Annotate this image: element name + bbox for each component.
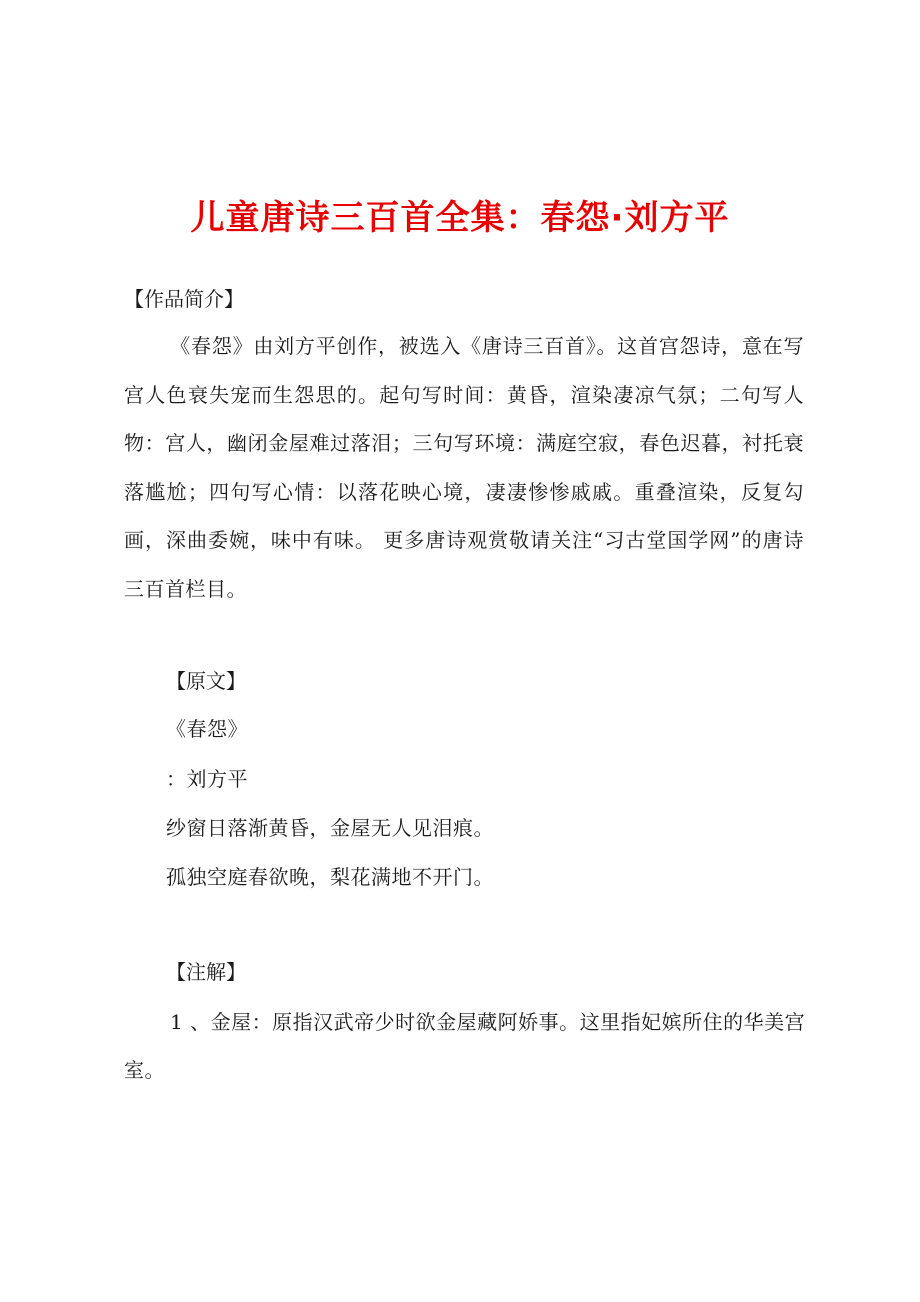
notes-heading: 【注解】 — [166, 960, 246, 984]
poem-line-1: 纱窗日落渐黄昏，金屋无人见泪痕。 — [166, 816, 494, 840]
poem-line-2: 孤独空庭春欲晚，梨花满地不开门。 — [166, 865, 494, 889]
poem-title: 《春怨》 — [166, 717, 248, 741]
note-text: 1 、金屋：原指汉武帝少时欲金屋藏阿娇事。这里指妃嫔所住的华美宫室。 — [124, 1010, 806, 1082]
note-item-1 — [124, 998, 814, 1094]
intro-heading: 【作品简介】 — [124, 287, 244, 311]
original-heading: 【原文】 — [166, 669, 246, 693]
poem-author: ：刘方平 — [166, 767, 248, 791]
intro-body: 《春怨》由刘方平创作，被选入《唐诗三百首》。这首宫怨诗，意在写宫人色衰失宠而生怨思的。起句写时间：黄昏，渲染凄凉气氛；二句写人物：宫人，幽闭金屋难过落泪；三句写环境：满庭空寂，春色迟暮，衬托衰落尴尬；四句写心情：以落花映心境，凄凄惨惨戚戚。重叠渲染，反复勾画，深曲委婉，味中有味。 更多唐诗观赏敬请关注“习古堂国学网”的唐诗三百首栏目。 — [124, 334, 804, 601]
intro-paragraph — [124, 322, 804, 613]
document-title: 儿童唐诗三百首全集：春怨·刘方平 — [190, 198, 730, 238]
